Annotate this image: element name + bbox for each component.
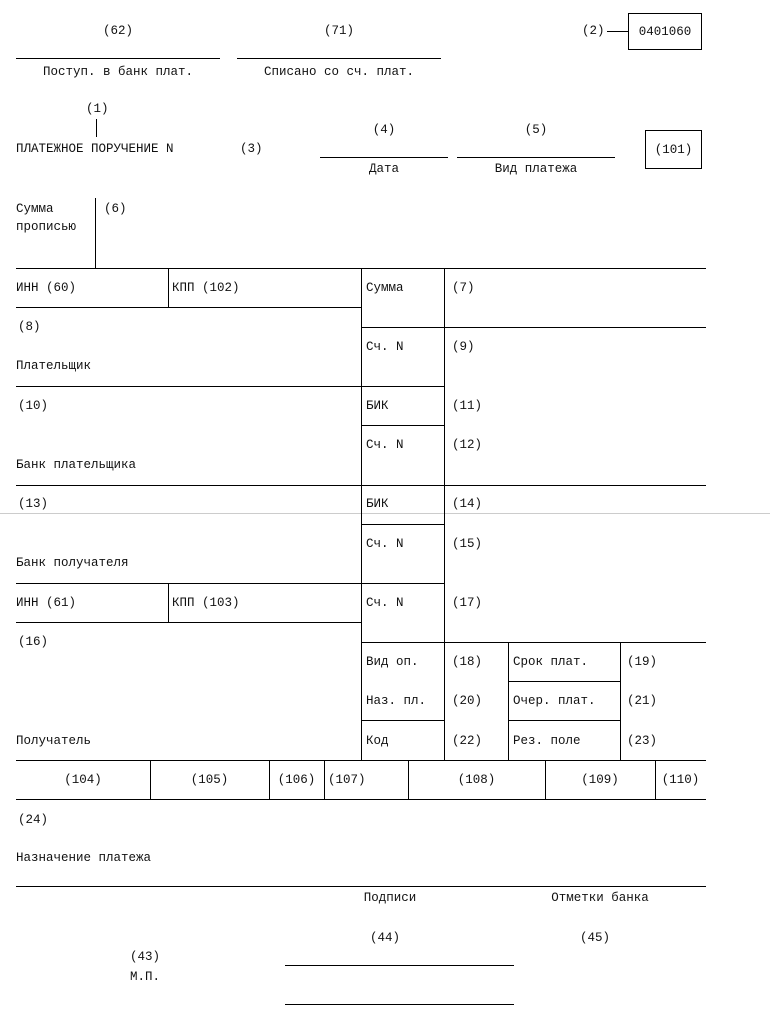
recipient-inn: ИНН (61) [16, 596, 77, 610]
field-2: (2) [582, 24, 605, 38]
grid-vline-b [444, 268, 445, 760]
grid-line-sum [361, 327, 706, 328]
field-10: (10) [18, 399, 49, 413]
signatures-label: Подписи [363, 891, 417, 905]
payer-bank-bik-label: БИК [366, 399, 389, 413]
field-108: (108) [457, 773, 496, 787]
field-20: (20) [452, 694, 483, 708]
field-11: (11) [452, 399, 483, 413]
field-44: (44) [369, 931, 400, 945]
grid-line-2 [16, 386, 444, 387]
recipient-bank-account-label: Сч. N [366, 537, 404, 551]
grid-vline-d [620, 642, 621, 760]
field-6: (6) [104, 202, 127, 216]
field-106: (106) [277, 773, 316, 787]
field-9: (9) [452, 340, 475, 354]
debited-line [237, 58, 441, 59]
payer-kpp: КПП (102) [172, 281, 240, 295]
stamp-label: М.П. [129, 970, 160, 984]
field-5: (5) [524, 123, 548, 137]
field-3: (3) [240, 142, 263, 156]
field-71: (71) [323, 24, 354, 38]
payment-type-label: Вид платежа [494, 162, 578, 176]
date-label: Дата [368, 162, 399, 176]
received-label: Поступ. в банк плат. [42, 65, 194, 79]
payer-account-label: Сч. N [366, 340, 404, 354]
grid-line-7 [361, 720, 444, 721]
field-22: (22) [452, 734, 483, 748]
debited-label: Списано со сч. плат. [263, 65, 415, 79]
grid-vline-inn [168, 268, 169, 307]
recipient-kpp: КПП (103) [172, 596, 240, 610]
field-104: (104) [64, 773, 102, 787]
form-code: 0401060 [638, 24, 692, 39]
field-19: (19) [627, 655, 658, 669]
field-1: (1) [86, 102, 109, 116]
recipient-account-label: Сч. N [366, 596, 404, 610]
amount-words-label-1: Сумма [16, 202, 54, 216]
purpose-code-label: Наз. пл. [366, 694, 427, 708]
field-14: (14) [452, 497, 483, 511]
field-12: (12) [452, 438, 483, 452]
grid-line-9 [16, 799, 706, 800]
field-24: (24) [18, 813, 49, 827]
amount-words-label-2: прописью [16, 220, 77, 234]
grid-line-bik1 [361, 425, 444, 426]
grid-line-inn2 [16, 622, 361, 623]
grid-vline-inn2 [168, 583, 169, 622]
field-15: (15) [452, 537, 483, 551]
field-8: (8) [18, 320, 41, 334]
field-21: (21) [627, 694, 658, 708]
reserve-label: Рез. поле [513, 734, 581, 748]
field-101-box [645, 130, 702, 169]
form-code-box [628, 13, 702, 50]
payment-type-line [457, 157, 615, 158]
field-107: (107) [328, 773, 366, 787]
recipient-label: Получатель [16, 734, 92, 748]
grid-line-6 [508, 681, 620, 682]
field-109: (109) [581, 773, 619, 787]
payer-bank-account-label: Сч. N [366, 438, 404, 452]
grid-vline-c [508, 642, 509, 760]
bank-marks-label: Отметки банка [551, 891, 649, 905]
op-type-label: Вид оп. [366, 655, 419, 669]
field-43: (43) [129, 950, 160, 964]
grid-line-7b [508, 720, 620, 721]
form-code-connector [607, 31, 628, 32]
date-line [320, 157, 448, 158]
grid-line-inn [16, 307, 361, 308]
field-101: (101) [654, 142, 693, 157]
field-7: (7) [452, 281, 475, 295]
order-title: ПЛАТЕЖНОЕ ПОРУЧЕНИЕ N [16, 142, 174, 156]
field-23: (23) [627, 734, 658, 748]
payer-bank-label: Банк плательщика [16, 458, 137, 472]
field-16: (16) [18, 635, 49, 649]
tax-vline-3 [324, 760, 325, 799]
payer-inn: ИНН (60) [16, 281, 77, 295]
grid-line-bik2 [361, 524, 444, 525]
term-label: Срок плат. [513, 655, 589, 669]
recipient-bank-bik-label: БИК [366, 497, 389, 511]
grid-line-8 [16, 760, 706, 761]
field-110: (110) [661, 773, 700, 787]
field-17: (17) [452, 596, 483, 610]
field-1-pointer [96, 119, 97, 137]
grid-vline-a [361, 268, 362, 760]
payer-label: Плательщик [16, 359, 92, 373]
amount-words-divider [95, 198, 96, 268]
grid-line-4 [16, 583, 444, 584]
field-13: (13) [18, 497, 49, 511]
priority-label: Очер. плат. [513, 694, 596, 708]
grid-line-5 [361, 642, 706, 643]
grid-line-10 [16, 886, 706, 887]
signature-line-2 [285, 1004, 514, 1005]
field-4: (4) [372, 123, 396, 137]
field-105: (105) [190, 773, 229, 787]
code-label: Код [366, 734, 389, 748]
field-62: (62) [102, 24, 133, 38]
sum-label: Сумма [366, 281, 404, 295]
field-45: (45) [579, 931, 610, 945]
recipient-bank-label: Банк получателя [16, 556, 129, 570]
purpose-label: Назначение платежа [16, 851, 152, 865]
grid-line-faint [0, 513, 770, 514]
signature-line-1 [285, 965, 514, 966]
field-18: (18) [452, 655, 483, 669]
received-line [16, 58, 220, 59]
